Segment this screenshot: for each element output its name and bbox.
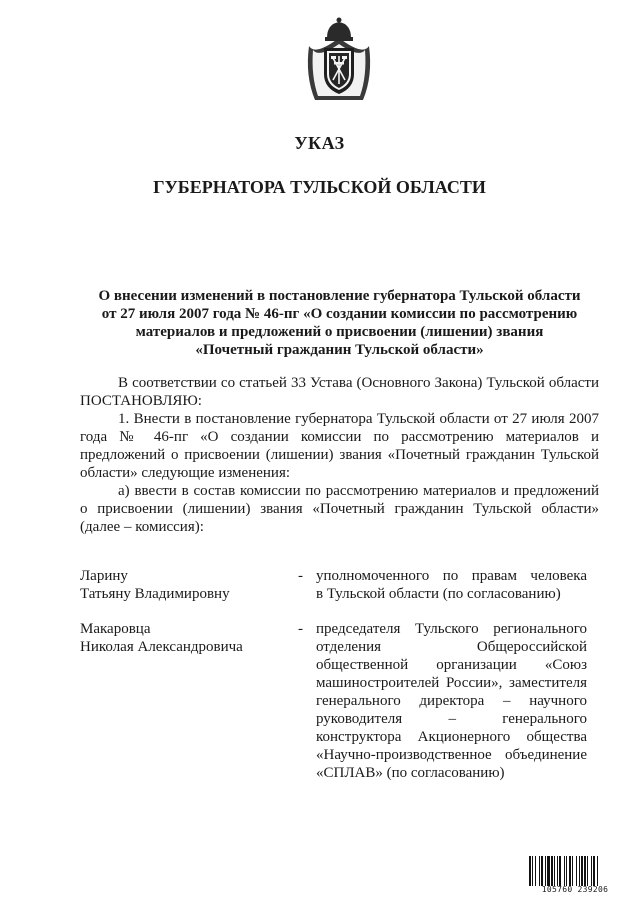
member-dash: -: [298, 621, 303, 637]
barcode-bars-icon: [529, 856, 621, 886]
document-title: УКАЗ: [294, 133, 345, 153]
member-position-line: «Научно-производственное объединение: [316, 747, 587, 763]
member-position: [316, 567, 587, 603]
body-paragraph: а) ввести в состав комиссии по рассмотрению материалов и предложений о присвоении (лишении) звания «Почетный гражданин Тульской области» (далее – комиссия):: [80, 483, 599, 535]
subject-line: О внесении изменений в постановление губернатора Тульской области: [98, 288, 581, 304]
member-position-line: руководителя – генерального: [316, 711, 587, 727]
member-position-line: общественной организации «Союз: [316, 657, 587, 673]
member-position-line: генерального директора – научного: [316, 693, 587, 709]
barcode-number: 105760 239206: [541, 885, 609, 894]
member-position-line: председателя Тульского регионального: [316, 621, 587, 637]
member-name-line: Николая Александровича: [80, 639, 243, 655]
subject-line: от 27 июля 2007 года № 46-пг «О создании комиссии по рассмотрению: [101, 306, 578, 322]
document-subject: [80, 287, 599, 359]
member-position-line: «СПЛАВ» (по согласованию): [316, 765, 505, 781]
member-position-line: отделения Общероссийской: [316, 639, 587, 655]
member-position-line: в Тульской области (по согласованию): [316, 586, 561, 602]
subject-line: материалов и предложений о присвоении (лишении) звания: [135, 324, 544, 340]
body-paragraph: 1. Внести в постановление губернатора Тульской области от 27 июля 2007 года № 46-пг «О создании комиссии по рассмотрению материалов и предложений о присвоении (лишении) звания «Почетный гражданин Тульской области» следующие изменения:: [80, 411, 599, 481]
barcode: [529, 856, 621, 896]
document-issuer: ГУБЕРНАТОРА ТУЛЬСКОЙ ОБЛАСТИ: [153, 177, 486, 197]
member-name: [80, 567, 290, 603]
member-name: [80, 620, 290, 656]
member-dash: -: [298, 568, 303, 584]
member-position-line: уполномоченного по правам человека: [316, 568, 587, 584]
document-body: [80, 374, 599, 536]
member-name-line: Ларину: [80, 568, 128, 584]
member-name-line: Татьяну Владимировну: [80, 586, 230, 602]
tula-coat-of-arms-icon: [303, 16, 375, 106]
body-paragraph: В соответствии со статьей 33 Устава (Основного Закона) Тульской области ПОСТАНОВЛЯЮ:: [80, 375, 599, 409]
subject-line: «Почетный гражданин Тульской области»: [195, 342, 484, 358]
member-name-line: Макаровца: [80, 621, 151, 637]
member-position-line: машиностроителей России», заместителя: [316, 675, 587, 691]
member-position-line: конструктора Акционерного общества: [316, 729, 587, 745]
member-position: [316, 620, 587, 782]
